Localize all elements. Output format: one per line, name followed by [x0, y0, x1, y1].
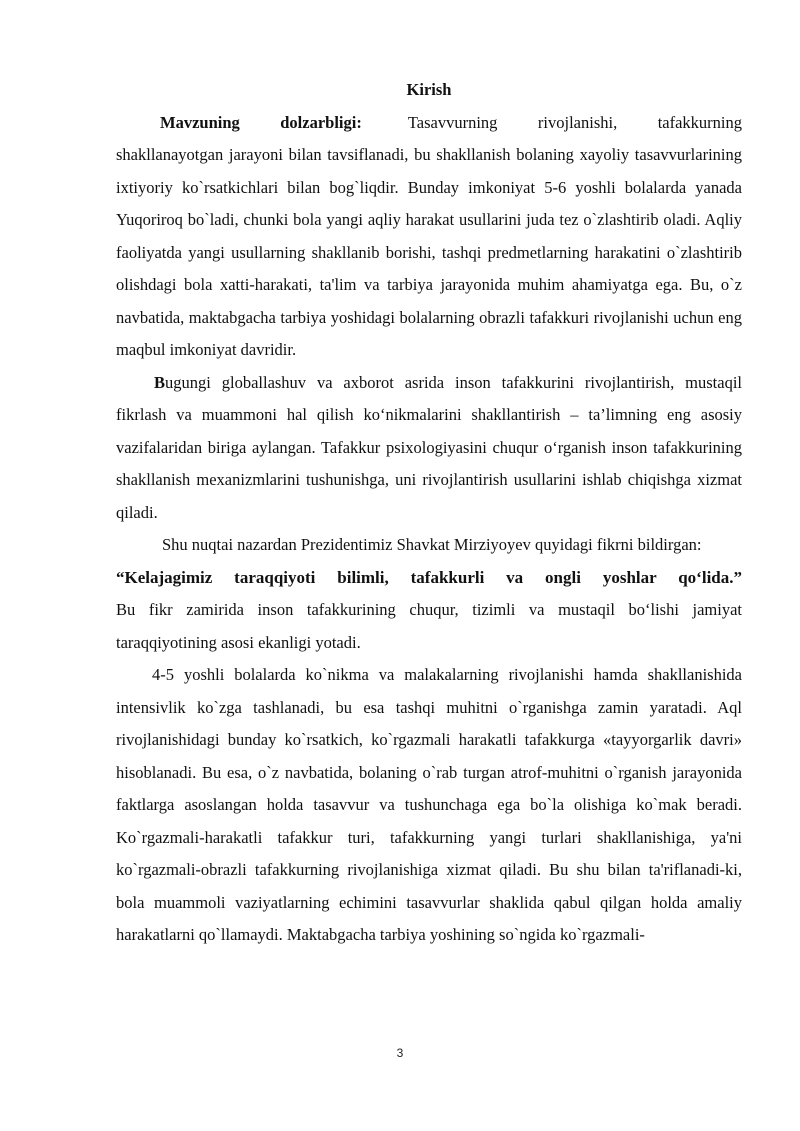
document-page	[116, 74, 742, 952]
paragraph-globalization	[116, 367, 742, 530]
dropcap-letter: B	[154, 372, 166, 392]
paragraph-age-development: 4-5 yoshli bolalarda ko`nikma va malakalarning rivojlanishi hamda shakllanishida intensivlik ko`zga tashlanadi, bu esa tashqi muhitni o`rganishga zamin yaratadi. Aql rivojlanishidagi bunday ko`rsatkich, ko`rgazmali harakatli tafakkurga «tayyorgarlik davri» hisoblanadi. Bu esa, o`z navbatida, bolaning o`rab turgan atrof-muhitni o`rganish jarayonida faktlarga asoslangan holda tasavvur va tushunchaga ega bo`la olishiga ko`mak beradi. Ko`rgazmali-harakatli tafakkur turi, tafakkurning yangi turlari shakllanishiga, ya'ni ko`rgazmali-obrazli tafakkurning rivojlanishiga xizmat qiladi. Bu shu bilan ta'riflanadi-ki, bola muammoli vaziyatlarning echimini tasavvurlar shaklida qabul qilgan holda amaliy harakatlarni qo`llamaydi. Maktabgacha tarbiya yoshining so`ngida ko`rgazmali-	[116, 665, 742, 944]
paragraph-lead-heading: Mavzuning dolzarbligi:	[160, 112, 362, 132]
paragraph-president-intro: Shu nuqtai nazardan Prezidentimiz Shavkat Mirziyoyev quyidagi fikrni bildirgan:	[162, 535, 702, 554]
president-quote: “Kelajagimiz taraqqiyoti bilimli, tafakkurli va ongli yoshlar qo‘lida.”	[116, 567, 742, 587]
paragraph-text: ugungi globallashuv va axborot asrida inson tafakkurini rivojlantirish, mustaqil fikrlash va muammoni hal qilish ko‘nikmalarini shakllantirish – ta’limning eng asosiy vazifalaridan biriga aylangan. Tafakkur psixologiyasini chuqur o‘rganish inson tafakkurining shakllanish mexanizmlarini tushunishga, uni rivojlantirish usullarini ishlab chiqishga xizmat qiladi.	[116, 372, 742, 522]
page-title: Kirish	[406, 80, 452, 99]
paragraph-quote-meaning: Bu fikr zamirida inson tafakkurining chuqur, tizimli va mustaqil bo‘lishi jamiyat taraqqiyotining asosi ekanligi yotadi.	[116, 600, 742, 652]
paragraph-relevance	[116, 107, 742, 367]
paragraph-text: Tasavvurning rivojlanishi, tafakkurning shakllanayotgan jarayoni bilan tavsiflanadi, bu shakllanish bolaning xayoliy tasavvurlarining ixtiyoriy ko`rsatkichlari bilan bog`liqdir. Bunday imkoniyat 5-6 yoshli bolalarda yanada Yuqoriroq bo`ladi, chunki bola yangi aqliy harakat usullarini juda tez o`zlashtirib oladi. Aqliy faoliyatda yangi usullarning shakllanib borishi, tashqi predmetlarning harakatini o`zlashtirib olishdagi bola xatti-harakati, ta'lim va tarbiya jarayonida muhim ahamiyatga ega. Bu, o`z navbatida, maktabgacha tarbiya yoshidagi bolalarning obrazli tafakkuri rivojlanishi uchun eng maqbul imkoniyat davridir.	[116, 112, 742, 359]
page-number: 3	[396, 1046, 404, 1060]
